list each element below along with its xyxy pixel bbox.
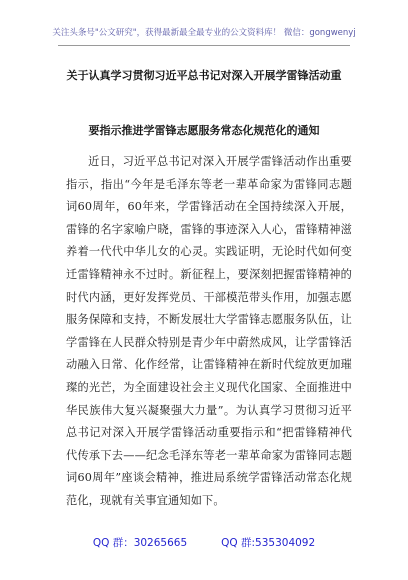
footer-qq-group-1: QQ 群：30265665 [92, 537, 188, 549]
document-title-line-1: 关于认真学习贯彻习近平总书记对深入开展学雷锋活动重 [66, 69, 342, 82]
body-paragraph [66, 151, 352, 513]
header-banner: 关注头条号"公文研究"，获得最新最全最专业的公文资料库！ 微信：gongwenyj [52, 28, 356, 38]
footer-qq-group-2: QQ 群:535304092 [221, 537, 316, 549]
footer-qq-groups [0, 535, 408, 550]
document-title-line-2: 要指示推进学雷锋志愿服务常态化规范化的通知 [88, 124, 320, 137]
body-paragraph-text: 近日，习近平总书记对深入开展学雷锋活动作出重要指示，指出“今年是毛泽东等老一辈革命家为雷锋同志题词60周年，60年来，学雷锋活动在全国持续深入开展，雷锋的名字家喻户晓，雷锋的事迹深入人心，雷锋精神滋养着一代代中华儿女的心灵。实践证明，无论时代如何变迁雷锋精神永不过时。新征程上，要深刻把握雷锋精神的时代内涵，更好发挥党员、干部模范带头作用，加强志愿服务保障和支持，不断发展壮大学雷锋志愿服务队伍，让学雷锋在人民群众特别是青少年中蔚然成风，让学雷锋活动融入日常、化作经常，让雷锋精神在新时代绽放更加璀璨的光芒，为全面建设社会主义现代化国家、全面推进中华民族伟大复兴凝聚强大力量”。为认真学习贯彻习近平总书记对深入开展学雷锋活动重要指示和“把雷锋精神代代传承下去——纪念毛泽东等老一辈革命家为雷锋同志题词60周年”座谈会精神，推进局系统学雷锋活动常态化规范化，现就有关事宜通知如下。 [66, 155, 352, 507]
header-divider [58, 45, 350, 46]
